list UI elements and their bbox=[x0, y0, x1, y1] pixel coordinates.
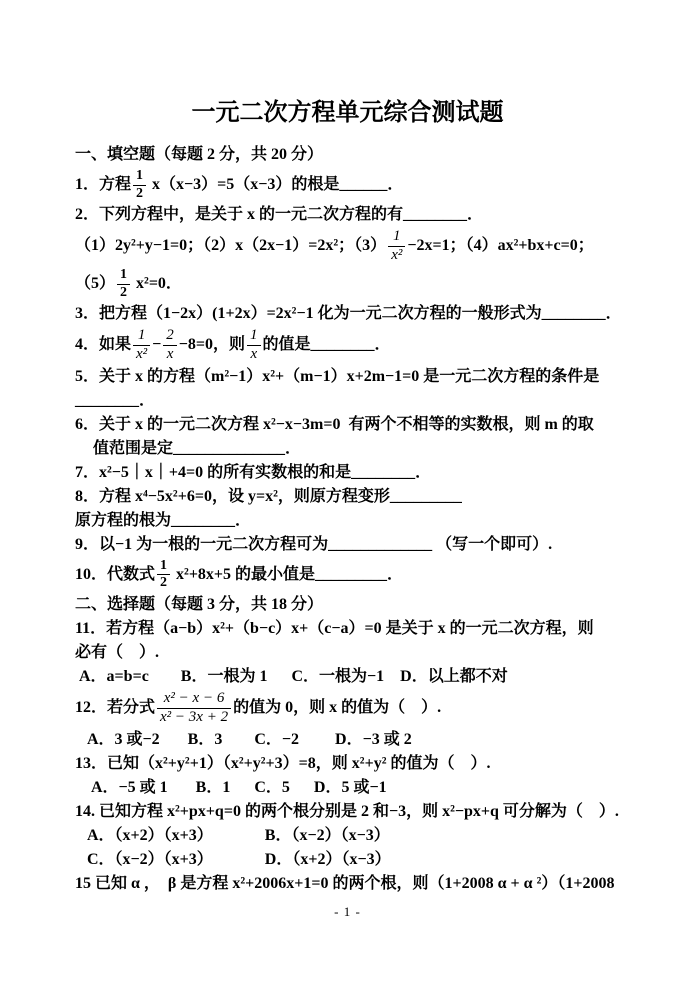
text-segment: −2x=1；（4）ax²+bx+c=0； bbox=[407, 237, 594, 255]
text-segment: 值范围是定______________． bbox=[93, 439, 302, 457]
question-6-cont bbox=[93, 438, 627, 460]
fraction-denominator: x² − 3x + 2 bbox=[160, 708, 229, 725]
question-2-item-5 bbox=[75, 267, 627, 301]
page-title: 一元二次方程单元综合测试题 bbox=[191, 100, 504, 126]
question-14-options-ab bbox=[75, 825, 627, 847]
text-segment: 12．若分式 bbox=[75, 699, 156, 717]
fraction bbox=[133, 169, 146, 201]
text-segment: 一、填空题（每题 2 分，共 20 分） bbox=[75, 146, 324, 163]
text-segment: 14. 已知方程 x²+px+q=0 的两个根分别是 2 和−3，则 x²−px+q 可分解为（ ）. bbox=[75, 802, 619, 820]
page-number: - 1 - bbox=[334, 904, 361, 919]
text-segment: 9．以−1 为一根的一元二次方程可为_____________ （写一个即可）. bbox=[75, 535, 553, 553]
question-8 bbox=[75, 486, 627, 508]
fraction-denominator: x bbox=[250, 346, 258, 362]
text-segment: x²+8x+5 的最小值是_________． bbox=[172, 565, 404, 583]
text-segment: 3．把方程（1−2x）(1+2x）=2x²−1 化为一元二次方程的一般形式为________． bbox=[75, 305, 622, 323]
text-segment: （5） bbox=[75, 274, 116, 292]
question-2 bbox=[75, 204, 627, 226]
fraction-denominator: 2 bbox=[120, 284, 128, 300]
question-3 bbox=[75, 303, 627, 325]
fraction bbox=[133, 328, 150, 363]
text-segment: x²=0． bbox=[132, 274, 182, 292]
fraction bbox=[157, 559, 170, 591]
text-segment: 1．方程 bbox=[75, 175, 132, 193]
question-5-blank bbox=[75, 390, 627, 412]
text-segment: x（x−3）=5（x−3）的根是______． bbox=[148, 175, 404, 193]
text-segment: 4．如果 bbox=[75, 336, 132, 354]
text-segment: A．3 或−2 B．3 C．−2 D．−3 或 2 bbox=[75, 730, 412, 748]
question-12 bbox=[75, 690, 627, 727]
question-2-items-1-4 bbox=[75, 228, 627, 265]
question-14 bbox=[75, 801, 627, 823]
text-segment: 原方程的根为________． bbox=[75, 511, 252, 529]
text-segment: 8．方程 x⁴−5x²+6=0，设 y=x²，则原方程变形_________ bbox=[75, 487, 462, 505]
fraction-numerator: 1 bbox=[117, 268, 130, 285]
question-4 bbox=[75, 327, 627, 364]
fraction-numerator: 1 bbox=[133, 169, 146, 186]
fraction-denominator: x² bbox=[136, 346, 148, 362]
question-10 bbox=[75, 558, 627, 592]
fraction bbox=[163, 328, 177, 363]
text-segment: （1）2y²+y−1=0；（2）x（2x−1）=2x²；（3） bbox=[75, 237, 387, 255]
text-segment: −8=0，则 bbox=[178, 336, 246, 354]
fraction bbox=[157, 691, 231, 726]
question-1 bbox=[75, 168, 627, 202]
document-body bbox=[0, 128, 695, 895]
fraction bbox=[388, 229, 405, 264]
text-segment: A．a=b=c B．一根为 1 C．一根为−1 D．以上都不对 bbox=[75, 668, 508, 686]
text-segment: A．−5 或 1 B．1 C．5 D．5 或−1 bbox=[75, 778, 387, 796]
question-13-options bbox=[75, 777, 627, 799]
text-segment: ________． bbox=[75, 391, 156, 409]
fraction bbox=[117, 268, 130, 300]
section-heading-1 bbox=[75, 144, 627, 166]
fraction-denominator: x² bbox=[391, 247, 403, 264]
fraction-denominator: x bbox=[166, 346, 174, 362]
text-segment: 的值是________． bbox=[262, 336, 391, 354]
text-segment: 13．已知（x²+y²+1）（x²+y²+3）=8，则 x²+y² 的值为（ ）. bbox=[75, 754, 491, 772]
question-9 bbox=[75, 534, 627, 556]
question-14-options-cd bbox=[75, 849, 627, 871]
question-13 bbox=[75, 753, 627, 775]
question-15 bbox=[75, 873, 627, 895]
section-heading-2 bbox=[75, 594, 627, 616]
fraction bbox=[247, 328, 261, 363]
question-11-cont bbox=[75, 642, 627, 664]
fraction-numerator: 1 bbox=[157, 559, 170, 576]
fraction-numerator: 2 bbox=[163, 328, 177, 346]
fraction-numerator: 1 bbox=[388, 229, 405, 247]
question-6 bbox=[75, 414, 627, 436]
text-segment: 二、选择题（每题 3 分，共 18 分） bbox=[75, 596, 324, 614]
text-segment: 的值为 0，则 x 的值为（ ）. bbox=[233, 699, 442, 717]
text-segment: 11．若方程（a−b）x²+（b−c）x+（c−a）=0 是关于 x 的一元二次方程，则 bbox=[75, 620, 594, 638]
question-5 bbox=[75, 366, 627, 388]
text-segment: 2．下列方程中，是关于 x 的一元二次方程的有________． bbox=[75, 206, 484, 224]
text-segment: 5．关于 x 的方程（m²−1）x²+（m−1）x+2m−1=0 是一元二次方程的条件是 bbox=[75, 367, 600, 385]
fraction-denominator: 2 bbox=[160, 575, 168, 591]
text-segment: 6．关于 x 的一元二次方程 x²−x−3m=0 有两个不相等的实数根，则 m 的取 bbox=[75, 415, 594, 433]
fraction-numerator: x² − x − 6 bbox=[157, 691, 231, 709]
question-11 bbox=[75, 618, 627, 640]
fraction-denominator: 2 bbox=[136, 185, 144, 201]
text-segment: 15 已知 α ， β 是方程 x²+2006x+1=0 的两个根，则（1+2008 α + α ²）（1+2008 bbox=[75, 874, 615, 892]
question-11-options bbox=[75, 666, 627, 688]
text-segment: A．（x+2）（x+3） B．（x−2）（x−3） bbox=[75, 826, 390, 844]
question-8-cont bbox=[75, 510, 627, 532]
fraction-numerator: 1 bbox=[133, 328, 150, 346]
fraction-numerator: 1 bbox=[247, 328, 261, 346]
text-segment: C．（x−2）（x+3） D．（x+2）（x−3） bbox=[75, 850, 391, 868]
text-segment: 必有（ ）. bbox=[75, 644, 160, 662]
text-segment: 7．x²−5｜x｜+4=0 的所有实数根的和是________． bbox=[75, 463, 432, 481]
question-12-options bbox=[75, 729, 627, 751]
question-7 bbox=[75, 462, 627, 484]
text-segment: − bbox=[152, 336, 162, 354]
text-segment: 10．代数式 bbox=[75, 565, 156, 583]
